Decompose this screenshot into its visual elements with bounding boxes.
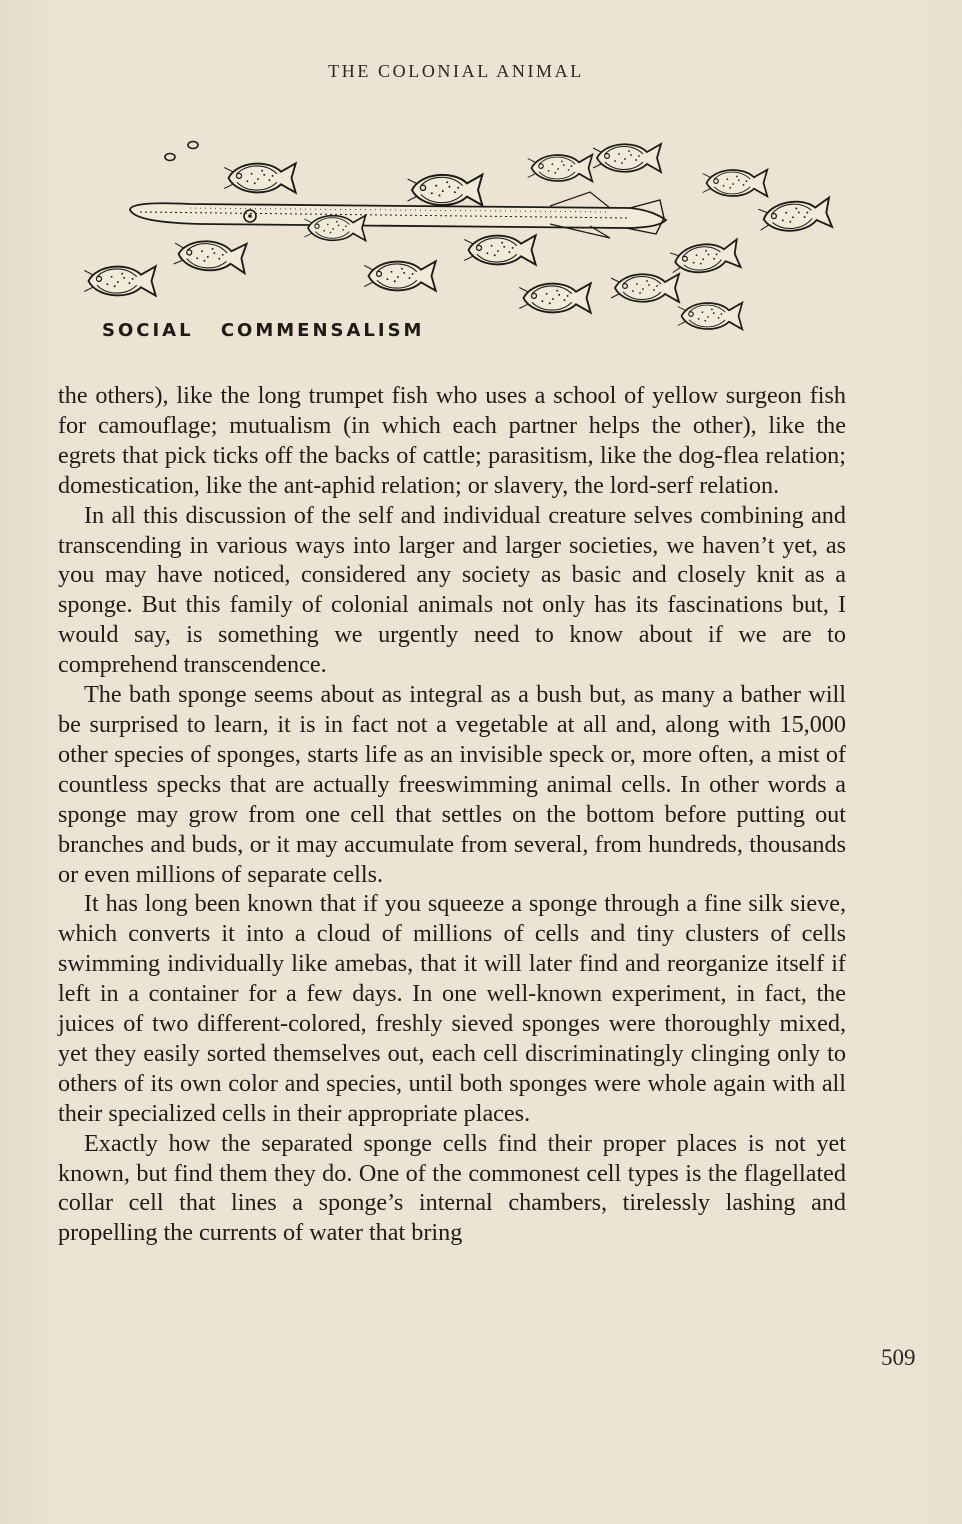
trumpet-fish (130, 192, 666, 238)
running-head: THE COLONIAL ANIMAL (328, 61, 584, 81)
paragraph-2: In all this discussion of the self and individual creature selves combining and transcending in various ways into larger and larger societies, we haven’t yet, as you may have noticed, considered any society as basic and closely knit as a sponge. But this family of colonial animals not only has its fascinations but, I would say, is something we urgently need to know about if we are to comprehend transcendence. (58, 501, 846, 679)
figure-social-commensalism (70, 128, 850, 358)
figure-caption: SOCIAL COMMENSALISM (102, 320, 425, 341)
page-number: 509 (881, 1345, 916, 1370)
paragraph-5: Exactly how the separated sponge cells find their proper places is not yet known, but find them they do. One of the commonest cell types is the flagellated collar cell that lines a sponge’s internal chambers, tirelessly lashing and propelling the currents of water that bring (58, 1129, 846, 1247)
paragraph-4: It has long been known that if you squeeze a sponge through a fine silk sieve, which converts it into a cloud of millions of cells and tiny clusters of cells swimming individually like amebas, that it will later find and reorganize itself if left in a container for a few days. In one well-known experiment, in fact, the juices of two different-colored, freshly sieved sponges were thoroughly mixed, yet they easily sorted themselves out, each cell discriminatingly clinging only to others of its own color and species, until both sponges were whole again with all their specialized cells in their appropriate places. (58, 890, 846, 1127)
paragraph-1: the others), like the long trumpet fish who uses a school of yellow surgeon fish for camouflage; mutualism (in which each partner helps the other), like the egrets that pick ticks off the backs of cattle; parasitism, like the dog-flea relation; domestication, like the ant-aphid relation; or slavery, the lord-serf relation. (58, 382, 846, 499)
bubble (165, 154, 175, 161)
paragraph-3: The bath sponge seems about as integral as a bush but, as many a bather will be surprised to learn, it is in fact not a vegetable at all and, along with 15,000 other species of sponges, starts life as an invisible speck or, more often, a mist of countless specks that are actually freeswimming animal cells. In other words a sponge may grow from one cell that settles on the bottom before putting out branches and buds, or it may accumulate from several, from hundreds, thousands or even millions of separate cells. (58, 681, 846, 888)
bubble (188, 142, 198, 149)
body-text (58, 381, 846, 1248)
surgeon-fish-school (84, 144, 832, 329)
